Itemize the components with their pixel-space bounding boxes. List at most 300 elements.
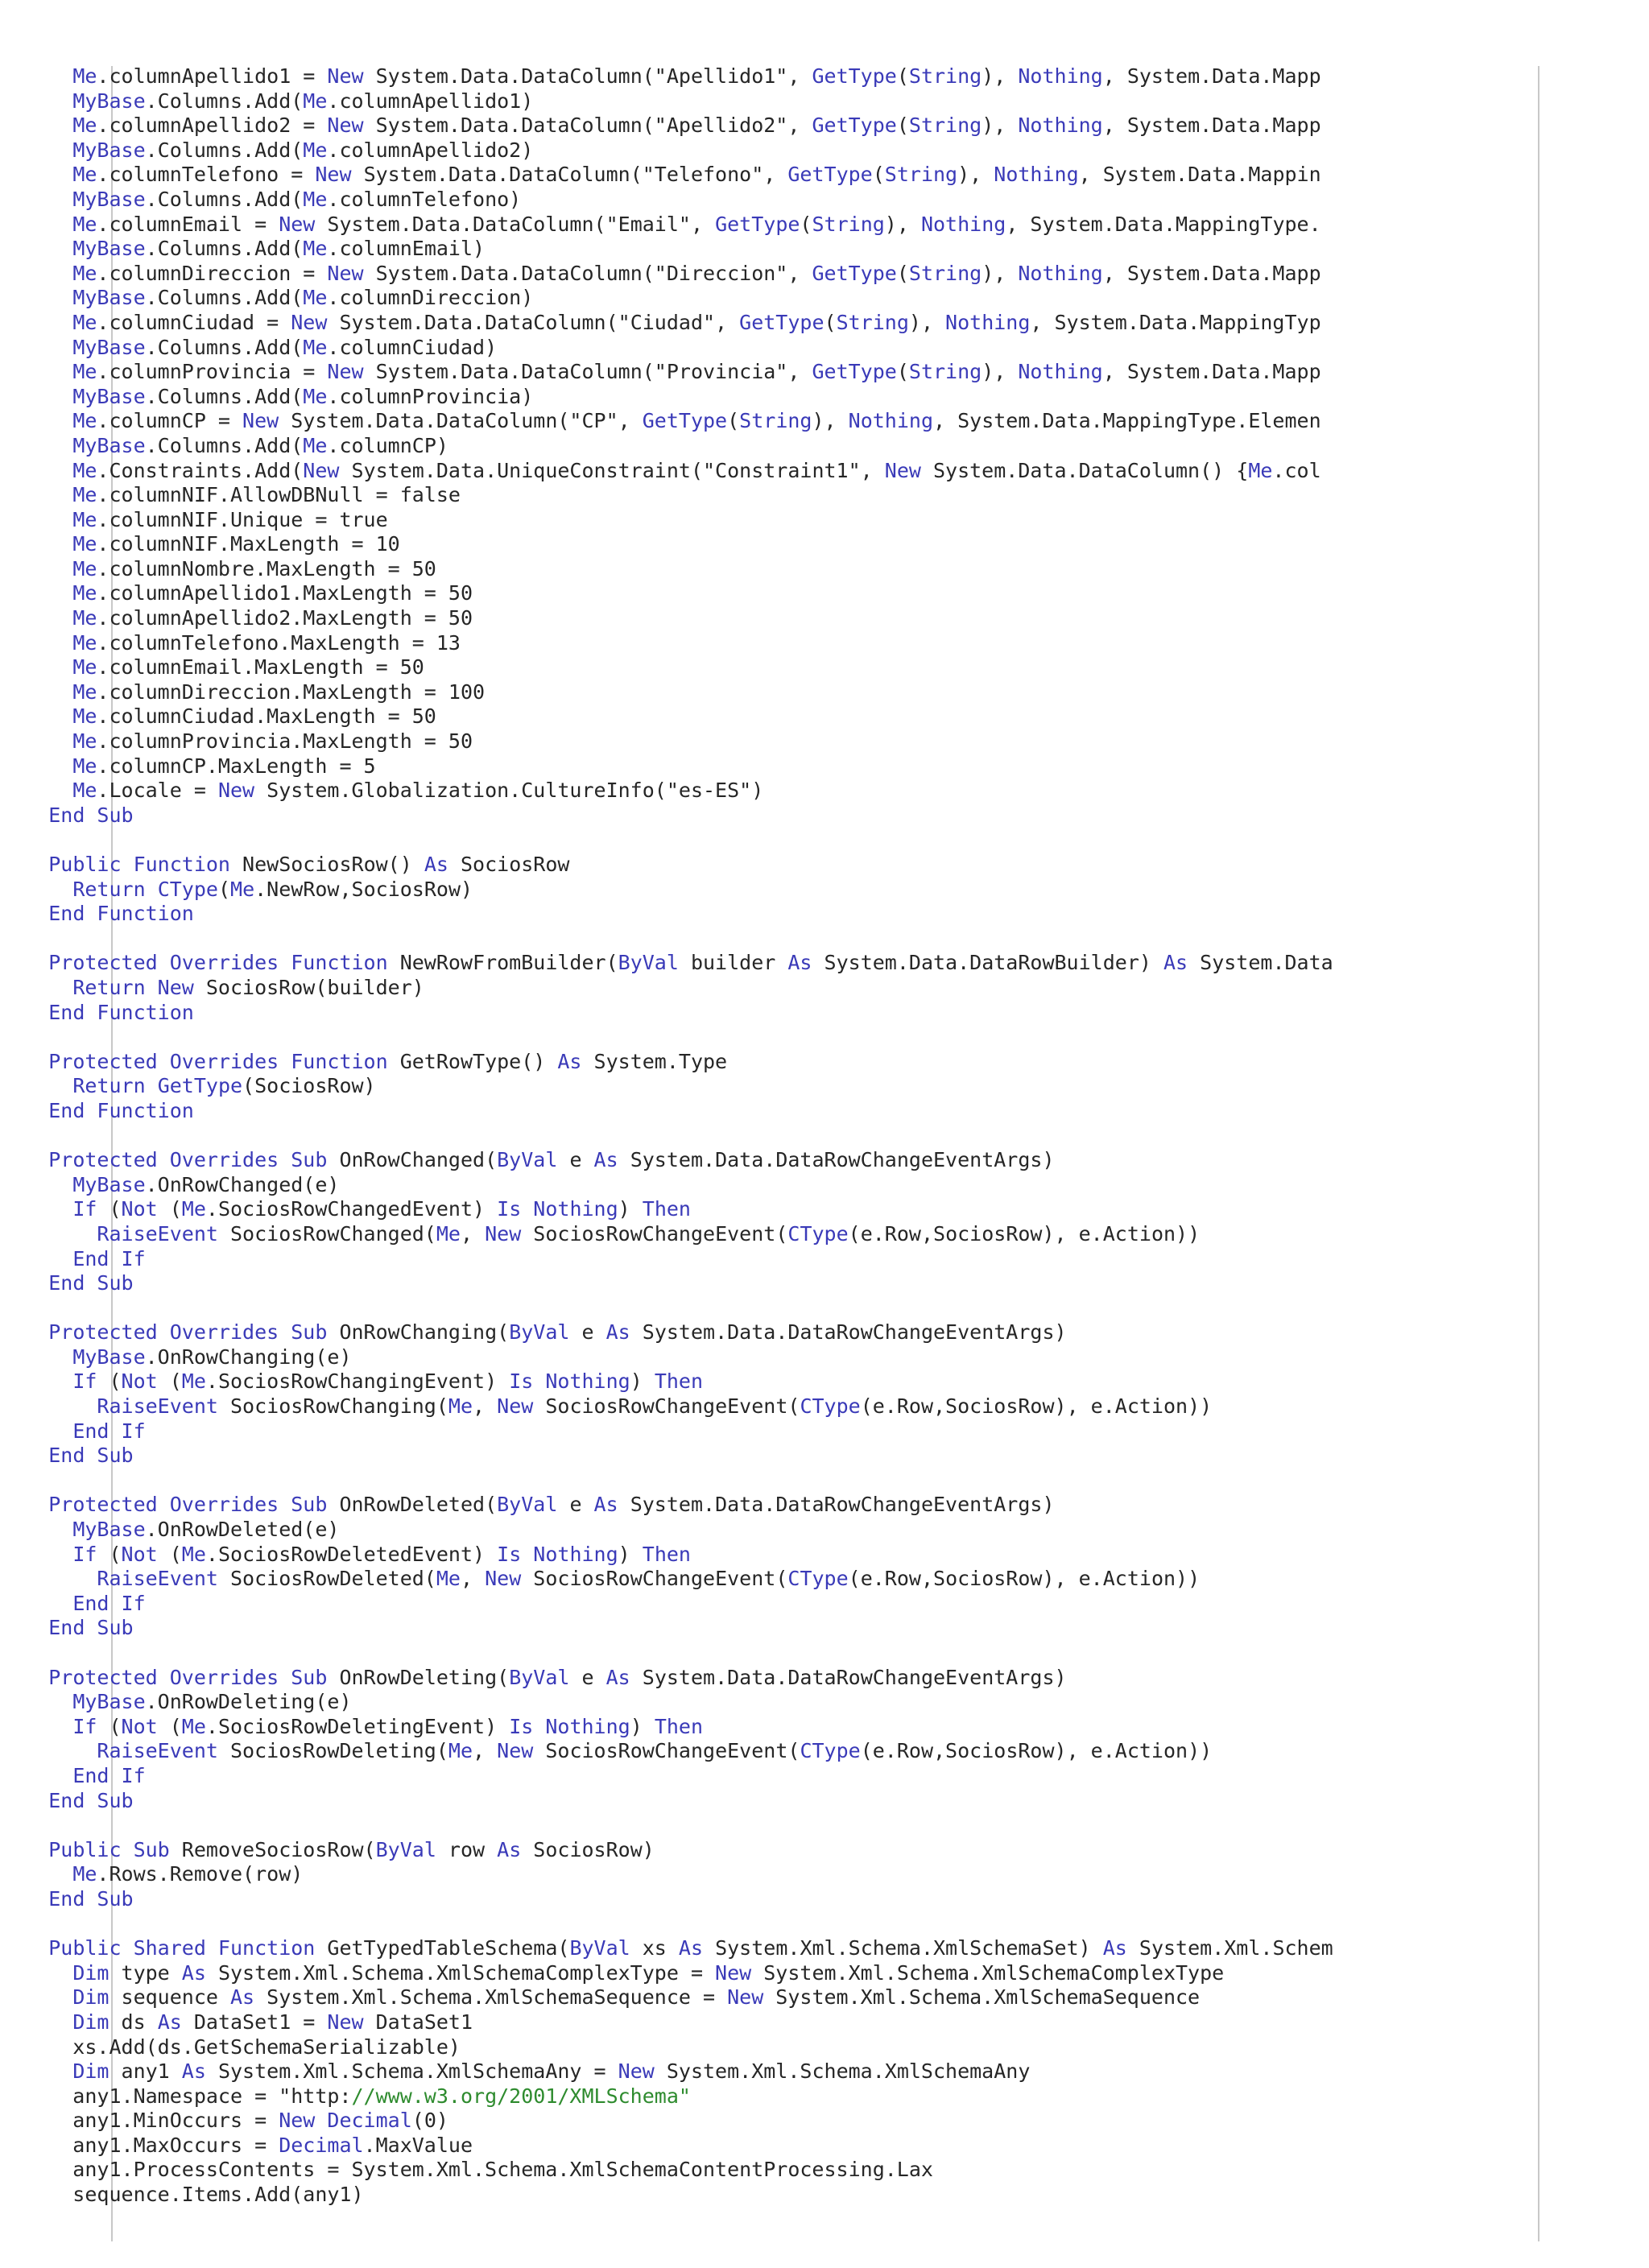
code-text: System.Data.DataColumn("Ciudad", xyxy=(327,310,740,334)
code-text: DataSet1 xyxy=(363,2010,473,2034)
code-text xyxy=(0,385,72,408)
code-line xyxy=(0,902,1649,927)
code-line xyxy=(0,508,1649,533)
code-line xyxy=(0,409,1649,434)
code-keyword: GetType xyxy=(812,261,897,285)
code-line xyxy=(0,1001,1649,1026)
code-line xyxy=(0,557,1649,582)
code-line xyxy=(0,2010,1649,2035)
code-text: ( xyxy=(896,360,909,384)
code-text: ) xyxy=(618,1542,643,1566)
code-text: System.Xml.Schem xyxy=(1126,1936,1333,1960)
code-text: .columnTelefono = xyxy=(97,163,316,187)
code-text: e xyxy=(557,1493,594,1517)
code-keyword: Return xyxy=(72,877,146,901)
code-text: , xyxy=(473,1739,498,1763)
code-keyword: Me xyxy=(72,704,97,729)
code-text: , System.Data.Mapp xyxy=(1102,360,1321,384)
code-keyword: GetType xyxy=(642,409,728,433)
code-text: System.Xml.Schema.XmlSchemaAny = xyxy=(205,2059,618,2084)
code-keyword: Not xyxy=(121,1714,158,1738)
code-text: ) xyxy=(618,1197,643,1221)
code-line xyxy=(0,1247,1649,1272)
code-line xyxy=(0,1936,1649,1961)
code-keyword: Me xyxy=(303,335,328,359)
code-text: (e.Row,SociosRow), e.Action)) xyxy=(848,1221,1201,1246)
code-text xyxy=(0,459,72,482)
code-keyword: Me xyxy=(72,655,97,680)
code-keyword: Protected Overrides Function xyxy=(48,1049,388,1073)
code-line xyxy=(0,581,1649,606)
code-text xyxy=(0,2059,72,2083)
code-text: ), xyxy=(982,360,1019,384)
code-text xyxy=(0,557,72,580)
code-line xyxy=(0,1050,1649,1075)
code-text: RemoveSociosRow( xyxy=(169,1837,376,1861)
code-text xyxy=(0,532,72,556)
code-text: .SociosRowChangedEvent) xyxy=(205,1197,498,1221)
code-text: SociosRowChanging( xyxy=(217,1394,448,1419)
code-text: ), xyxy=(812,409,849,433)
code-text: OnRowDeleting( xyxy=(327,1665,510,1689)
code-keyword: ByVal xyxy=(375,1837,436,1861)
code-text: , System.Data.Mapp xyxy=(1102,114,1321,138)
code-keyword: GetType xyxy=(157,1074,243,1098)
code-text xyxy=(0,1567,97,1590)
code-keyword: End If xyxy=(72,1591,146,1615)
code-keyword: End If xyxy=(72,1419,146,1443)
code-text: System.Data.DataRowChangeEventArgs) xyxy=(618,1148,1055,1172)
code-keyword: Then xyxy=(654,1369,704,1394)
code-text xyxy=(0,754,72,778)
code-keyword: Me xyxy=(72,606,97,630)
code-keyword: Is Nothing xyxy=(509,1369,630,1394)
code-text xyxy=(0,1247,72,1270)
code-keyword: End Function xyxy=(48,1000,194,1024)
code-text: ), xyxy=(982,261,1019,285)
code-text: OnRowChanged( xyxy=(327,1148,498,1172)
code-text: .columnCP.MaxLength = 5 xyxy=(97,754,376,778)
code-line xyxy=(0,1690,1649,1715)
code-keyword: Me xyxy=(72,114,97,138)
code-keyword: As xyxy=(678,1936,704,1960)
code-keyword: Me xyxy=(303,286,328,310)
code-keyword: Nothing xyxy=(848,409,933,433)
code-keyword: Me xyxy=(436,1567,461,1591)
code-keyword: Me xyxy=(72,483,97,507)
code-text xyxy=(0,1394,97,1418)
code-text xyxy=(0,779,72,802)
code-line xyxy=(0,360,1649,385)
code-line xyxy=(0,1813,1649,1838)
code-keyword: New xyxy=(618,2059,655,2084)
code-text: .columnNombre.MaxLength = 50 xyxy=(97,556,436,580)
code-keyword: GetType xyxy=(715,212,800,236)
code-keyword: Return xyxy=(72,1074,146,1098)
code-keyword: Me xyxy=(181,1369,206,1394)
code-line xyxy=(0,1887,1649,1912)
code-line xyxy=(0,336,1649,361)
code-text: ), xyxy=(982,114,1019,138)
code-text xyxy=(0,976,72,999)
code-keyword: Me xyxy=(230,877,255,901)
code-keyword: MyBase xyxy=(72,1518,146,1542)
code-keyword: New xyxy=(884,458,921,482)
code-text xyxy=(0,114,72,137)
code-keyword: GetType xyxy=(812,114,897,138)
code-text: ( xyxy=(157,1369,182,1394)
code-keyword: New xyxy=(242,409,279,433)
code-keyword: End Sub xyxy=(48,1886,134,1911)
code-text xyxy=(0,1985,72,2009)
code-text: ( xyxy=(800,212,812,236)
code-text xyxy=(0,1887,48,1911)
code-line xyxy=(0,1592,1649,1617)
code-keyword: Return New xyxy=(72,975,194,999)
code-keyword: End Function xyxy=(48,1098,194,1122)
code-text xyxy=(0,1518,72,1541)
code-keyword: Then xyxy=(642,1542,691,1566)
code-text: System.Xml.Schema.XmlSchemaComplexType xyxy=(751,1960,1225,1985)
code-keyword: RaiseEvent xyxy=(97,1394,218,1419)
code-line xyxy=(0,2183,1649,2208)
code-keyword: Me xyxy=(303,138,328,162)
code-keyword: New xyxy=(327,114,364,138)
code-keyword: Me xyxy=(303,237,328,261)
code-keyword: MyBase xyxy=(72,237,146,261)
code-text: any1 xyxy=(109,2059,182,2084)
code-text xyxy=(0,336,72,359)
code-text: System.Data.DataRowChangeEventArgs) xyxy=(618,1493,1055,1517)
code-text: SociosRowDeleted( xyxy=(217,1567,436,1591)
code-text: , System.Data.MappingType.Elemen xyxy=(933,409,1321,433)
code-text: System.Data.UniqueConstraint("Constraint1", xyxy=(339,458,885,482)
code-keyword: Me xyxy=(72,630,97,655)
code-line xyxy=(0,1616,1649,1641)
code-line xyxy=(0,951,1649,976)
code-line xyxy=(0,976,1649,1001)
code-keyword: Not xyxy=(121,1369,158,1394)
code-text xyxy=(0,1173,72,1196)
code-keyword: Dim xyxy=(72,1985,110,2010)
code-text: ( xyxy=(727,409,740,433)
code-text: .col xyxy=(1272,458,1321,482)
code-line xyxy=(0,1912,1649,1937)
code-line xyxy=(0,754,1649,779)
code-keyword: As xyxy=(605,1665,630,1689)
code-text: ( xyxy=(97,1369,122,1394)
code-text xyxy=(0,729,72,753)
code-keyword: Nothing xyxy=(1018,64,1103,88)
code-keyword: As xyxy=(229,1985,255,2010)
code-line xyxy=(0,1764,1649,1789)
code-text xyxy=(0,360,72,383)
code-text xyxy=(0,483,72,506)
code-listing xyxy=(0,64,1649,2208)
code-text: , xyxy=(460,1567,486,1591)
code-keyword: Decimal xyxy=(327,2109,412,2133)
code-keyword: New xyxy=(217,779,255,803)
code-text xyxy=(0,2010,72,2034)
code-line xyxy=(0,1222,1649,1247)
code-text: .Constraints.Add( xyxy=(97,458,304,482)
code-text xyxy=(0,89,72,113)
code-keyword: Protected Overrides Sub xyxy=(48,1320,328,1345)
code-text xyxy=(0,138,72,162)
code-text: (SociosRow) xyxy=(242,1074,376,1098)
code-keyword: Me xyxy=(448,1394,473,1419)
code-text: SociosRow(builder) xyxy=(193,975,424,999)
code-line xyxy=(0,1469,1649,1493)
code-line xyxy=(0,1124,1649,1149)
code-line xyxy=(0,729,1649,754)
code-line xyxy=(0,631,1649,656)
code-keyword: Nothing xyxy=(1018,261,1103,285)
code-text xyxy=(0,1543,72,1566)
code-line xyxy=(0,213,1649,238)
code-line xyxy=(0,2084,1649,2109)
code-keyword: CType xyxy=(800,1739,861,1763)
code-line xyxy=(0,262,1649,287)
code-text: .OnRowChanging(e) xyxy=(145,1345,352,1369)
code-line xyxy=(0,1493,1649,1518)
code-text: ( xyxy=(896,261,909,285)
code-text xyxy=(0,1862,72,1886)
code-text: .columnCP = xyxy=(97,409,243,433)
code-keyword: Nothing xyxy=(1018,114,1103,138)
code-text xyxy=(0,1271,48,1295)
code-text xyxy=(0,1789,48,1812)
code-line xyxy=(0,188,1649,213)
code-text xyxy=(0,1099,48,1122)
code-text: , xyxy=(460,1221,486,1246)
code-keyword: Me xyxy=(72,556,97,580)
code-keyword: GetType xyxy=(739,310,824,334)
code-line xyxy=(0,1394,1649,1419)
code-text: .columnCiudad = xyxy=(97,310,291,334)
code-keyword: Me xyxy=(181,1714,206,1738)
code-text: System.Data.DataColumn("Direccion", xyxy=(363,261,812,285)
code-keyword: New xyxy=(497,1394,534,1419)
code-keyword: ByVal xyxy=(497,1148,558,1172)
code-keyword: End Function xyxy=(48,902,194,926)
code-line xyxy=(0,1296,1649,1321)
code-text xyxy=(0,631,72,655)
code-line xyxy=(0,1173,1649,1198)
code-text: System.Data.DataColumn() { xyxy=(920,458,1249,482)
code-text: ( xyxy=(157,1714,182,1738)
code-text: System.Xml.Schema.XmlSchemaSequence = xyxy=(254,1985,728,2010)
code-line xyxy=(0,1838,1649,1863)
code-keyword: ByVal xyxy=(569,1936,630,1960)
code-keyword: Me xyxy=(72,779,97,803)
code-keyword: Me xyxy=(303,433,328,457)
code-keyword: Me xyxy=(72,680,97,704)
code-text: .Columns.Add( xyxy=(145,237,304,261)
code-text: .columnApellido2.MaxLength = 50 xyxy=(97,606,473,630)
code-text: .columnCP) xyxy=(327,433,448,457)
code-text: .columnNIF.MaxLength = 10 xyxy=(97,532,400,556)
code-text xyxy=(0,1961,72,1985)
code-keyword: New xyxy=(327,64,364,88)
code-keyword: Me xyxy=(72,581,97,605)
code-text: OnRowDeleted( xyxy=(327,1493,498,1517)
code-keyword: If xyxy=(72,1542,97,1566)
code-text xyxy=(0,508,72,531)
code-keyword: Not xyxy=(121,1542,158,1566)
code-text: .columnDireccion.MaxLength = 100 xyxy=(97,680,486,704)
code-text xyxy=(0,581,72,605)
code-line xyxy=(0,89,1649,114)
code-keyword: New xyxy=(303,458,340,482)
code-text: System.Data.DataColumn("CP", xyxy=(279,409,643,433)
code-keyword: Is Nothing xyxy=(497,1542,618,1566)
code-line xyxy=(0,1961,1649,1986)
code-keyword: Me xyxy=(181,1542,206,1566)
code-text: .columnEmail = xyxy=(97,212,279,236)
code-text xyxy=(0,606,72,630)
code-text xyxy=(0,878,72,901)
code-keyword: New xyxy=(291,310,328,334)
code-text: any1.MaxOccurs = xyxy=(0,2133,279,2157)
code-text: ), xyxy=(908,310,946,334)
code-text: any1.Namespace = "http: xyxy=(0,2084,352,2108)
code-text: .columnTelefono) xyxy=(327,187,522,211)
code-keyword: RaiseEvent xyxy=(97,1221,218,1246)
code-text xyxy=(146,878,158,901)
code-text: , System.Data.MappingTyp xyxy=(1030,310,1321,334)
code-text: DataSet1 = xyxy=(181,2010,328,2034)
code-text: SociosRowChangeEvent( xyxy=(521,1221,788,1246)
code-keyword: MyBase xyxy=(72,384,146,408)
code-text xyxy=(0,434,72,457)
code-text: System.Data.DataRowChangeEventArgs) xyxy=(630,1665,1067,1689)
code-keyword: End Sub xyxy=(48,1444,134,1468)
code-line xyxy=(0,385,1649,410)
code-keyword: As xyxy=(557,1049,582,1073)
code-line xyxy=(0,606,1649,631)
code-text xyxy=(0,1666,48,1689)
code-keyword: As xyxy=(1163,951,1188,975)
code-text: any1.MinOccurs = xyxy=(0,2109,279,2133)
code-text: sequence xyxy=(109,1985,230,2010)
code-text xyxy=(0,409,72,432)
code-keyword: ByVal xyxy=(618,951,679,975)
code-keyword: New xyxy=(327,360,364,384)
code-text xyxy=(0,64,72,88)
code-text: .columnDireccion = xyxy=(97,261,328,285)
code-keyword: Me xyxy=(1248,458,1273,482)
code-text: (e.Row,SociosRow), e.Action)) xyxy=(848,1567,1201,1591)
code-line xyxy=(0,1543,1649,1568)
code-line xyxy=(0,286,1649,311)
code-keyword: As xyxy=(593,1148,618,1172)
code-keyword: Then xyxy=(654,1714,704,1738)
code-line xyxy=(0,1369,1649,1394)
code-text: e xyxy=(569,1320,606,1345)
code-keyword: New xyxy=(315,163,352,187)
code-line xyxy=(0,2109,1649,2134)
code-text: .columnProvincia = xyxy=(97,360,328,384)
code-text: sequence.Items.Add(any1) xyxy=(0,2183,364,2207)
code-text: ( xyxy=(896,64,909,88)
code-text: ( xyxy=(97,1197,122,1221)
code-keyword: Nothing xyxy=(920,212,1006,236)
code-text: , xyxy=(473,1394,498,1419)
code-keyword: String xyxy=(908,114,982,138)
code-text: System.Data.DataColumn("Apellido1", xyxy=(363,64,812,88)
code-text: .OnRowDeleting(e) xyxy=(145,1690,352,1714)
code-keyword: Dim xyxy=(72,2059,110,2084)
code-text: OnRowChanging( xyxy=(327,1320,510,1345)
code-text: .SociosRowDeletingEvent) xyxy=(205,1714,510,1738)
code-keyword: New xyxy=(279,2109,316,2133)
code-keyword: As xyxy=(1102,1936,1127,1960)
code-keyword: CType xyxy=(787,1221,849,1246)
code-text: System.Data.DataColumn("Apellido2", xyxy=(363,114,812,138)
code-text: .SociosRowChangingEvent) xyxy=(205,1369,510,1394)
code-text: xs xyxy=(630,1936,679,1960)
code-text: , System.Data.Mappin xyxy=(1078,163,1321,187)
code-keyword: End Sub xyxy=(48,1788,134,1812)
code-text xyxy=(0,655,72,679)
code-keyword: Me xyxy=(72,532,97,556)
code-keyword: Nothing xyxy=(994,163,1079,187)
code-line xyxy=(0,853,1649,878)
code-text: .SociosRowDeletedEvent) xyxy=(205,1542,498,1566)
code-keyword: Dim xyxy=(72,1960,110,1985)
code-text: ( xyxy=(217,877,231,901)
code-text: GetRowType() xyxy=(387,1049,558,1073)
code-text: (0) xyxy=(411,2109,448,2133)
code-keyword: Me xyxy=(72,261,97,285)
code-text xyxy=(0,311,72,334)
code-keyword: Me xyxy=(72,310,97,334)
code-keyword: New xyxy=(485,1567,522,1591)
code-keyword: Then xyxy=(642,1197,691,1221)
code-keyword: String xyxy=(739,409,812,433)
code-keyword: MyBase xyxy=(72,138,146,162)
code-string: //www.w3.org/2001/XMLSchema" xyxy=(351,2084,691,2108)
code-keyword: Me xyxy=(72,458,97,482)
code-keyword: Nothing xyxy=(1018,360,1103,384)
code-keyword: End Sub xyxy=(48,1616,134,1640)
code-keyword: String xyxy=(908,261,982,285)
code-text xyxy=(0,1074,72,1097)
code-line xyxy=(0,680,1649,705)
code-keyword: Protected Overrides Sub xyxy=(48,1665,328,1689)
code-keyword: Me xyxy=(72,212,97,236)
code-line xyxy=(0,1025,1649,1050)
code-keyword: CType xyxy=(787,1567,849,1591)
code-text: ) xyxy=(630,1714,655,1738)
code-text xyxy=(0,902,48,925)
code-text xyxy=(0,1936,48,1960)
code-line xyxy=(0,1444,1649,1469)
code-text: .columnApellido2 = xyxy=(97,114,328,138)
code-keyword: MyBase xyxy=(72,1690,146,1714)
code-text xyxy=(0,1592,72,1615)
code-line xyxy=(0,1099,1649,1124)
code-line xyxy=(0,64,1649,89)
code-text: SociosRowChanged( xyxy=(217,1221,436,1246)
code-text: ), xyxy=(982,64,1019,88)
code-keyword: Me xyxy=(72,754,97,778)
code-text: ( xyxy=(97,1542,122,1566)
code-text: ), xyxy=(957,163,994,187)
code-text: ds xyxy=(109,2010,158,2034)
code-text xyxy=(0,163,72,186)
